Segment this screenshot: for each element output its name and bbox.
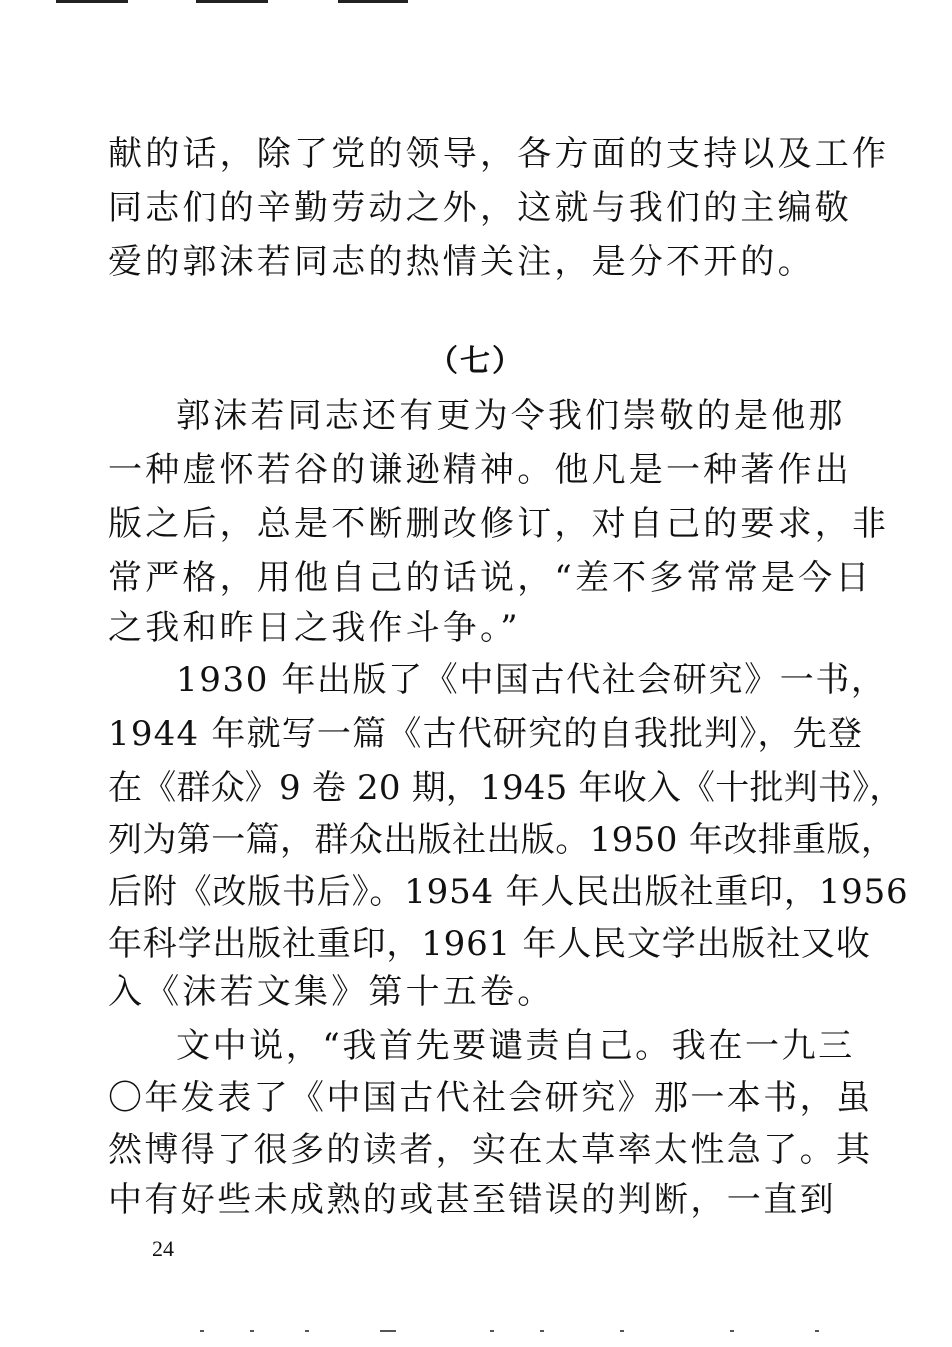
text-line: 1944 年就写一篇《古代研究的自我批判》，先登	[108, 714, 864, 754]
text-line: 郭沫若同志还有更为令我们崇敬的是他那	[176, 396, 846, 436]
text-line: 1930 年出版了《中国古代社会研究》一书，	[176, 660, 887, 700]
text-line: 文中说，“我首先要谴责自己。我在一九三	[176, 1026, 855, 1066]
text-line: 年科学出版社重印，1961 年人民文学出版社又收	[108, 924, 871, 964]
text-line: 列为第一篇，群众出版社出版。1950 年改排重版，	[108, 820, 896, 860]
top-rule-2	[196, 0, 268, 3]
text-line: 后附《改版书后》。1954 年人民出版社重印，1956	[108, 872, 909, 912]
text-line: 爱的郭沫若同志的热情关注，是分不开的。	[108, 242, 815, 282]
top-rule-1	[56, 0, 128, 3]
scan-dots	[190, 1330, 830, 1336]
text-line: 版之后，总是不断删改修订，对自己的要求，非	[108, 504, 890, 544]
text-line: 在《群众》9 卷 20 期，1945 年收入《十批判书》，	[108, 768, 904, 808]
text-line: 然博得了很多的读者，实在太草率太性急了。其	[108, 1130, 873, 1170]
section-heading: （七）	[428, 344, 524, 379]
text-line: 一种虚怀若谷的谦逊精神。他凡是一种著作出	[108, 450, 852, 490]
text-line: 常严格，用他自己的话说，“差不多常常是今日	[108, 558, 873, 598]
text-line: 之我和昨日之我作斗争。”	[108, 608, 521, 648]
text-line: 献的话，除了党的领导，各方面的支持以及工作	[108, 134, 890, 174]
text-line: 同志们的辛勤劳动之外，这就与我们的主编敬	[108, 188, 852, 228]
top-rule-3	[338, 0, 408, 3]
text-line: 入《沫若文集》第十五卷。	[108, 972, 555, 1012]
page-number: 24	[152, 1236, 174, 1261]
text-line: 中有好些未成熟的或甚至错误的判断，一直到	[108, 1180, 836, 1220]
text-line: 〇年发表了《中国古代社会研究》那一本书，虽	[108, 1078, 873, 1118]
